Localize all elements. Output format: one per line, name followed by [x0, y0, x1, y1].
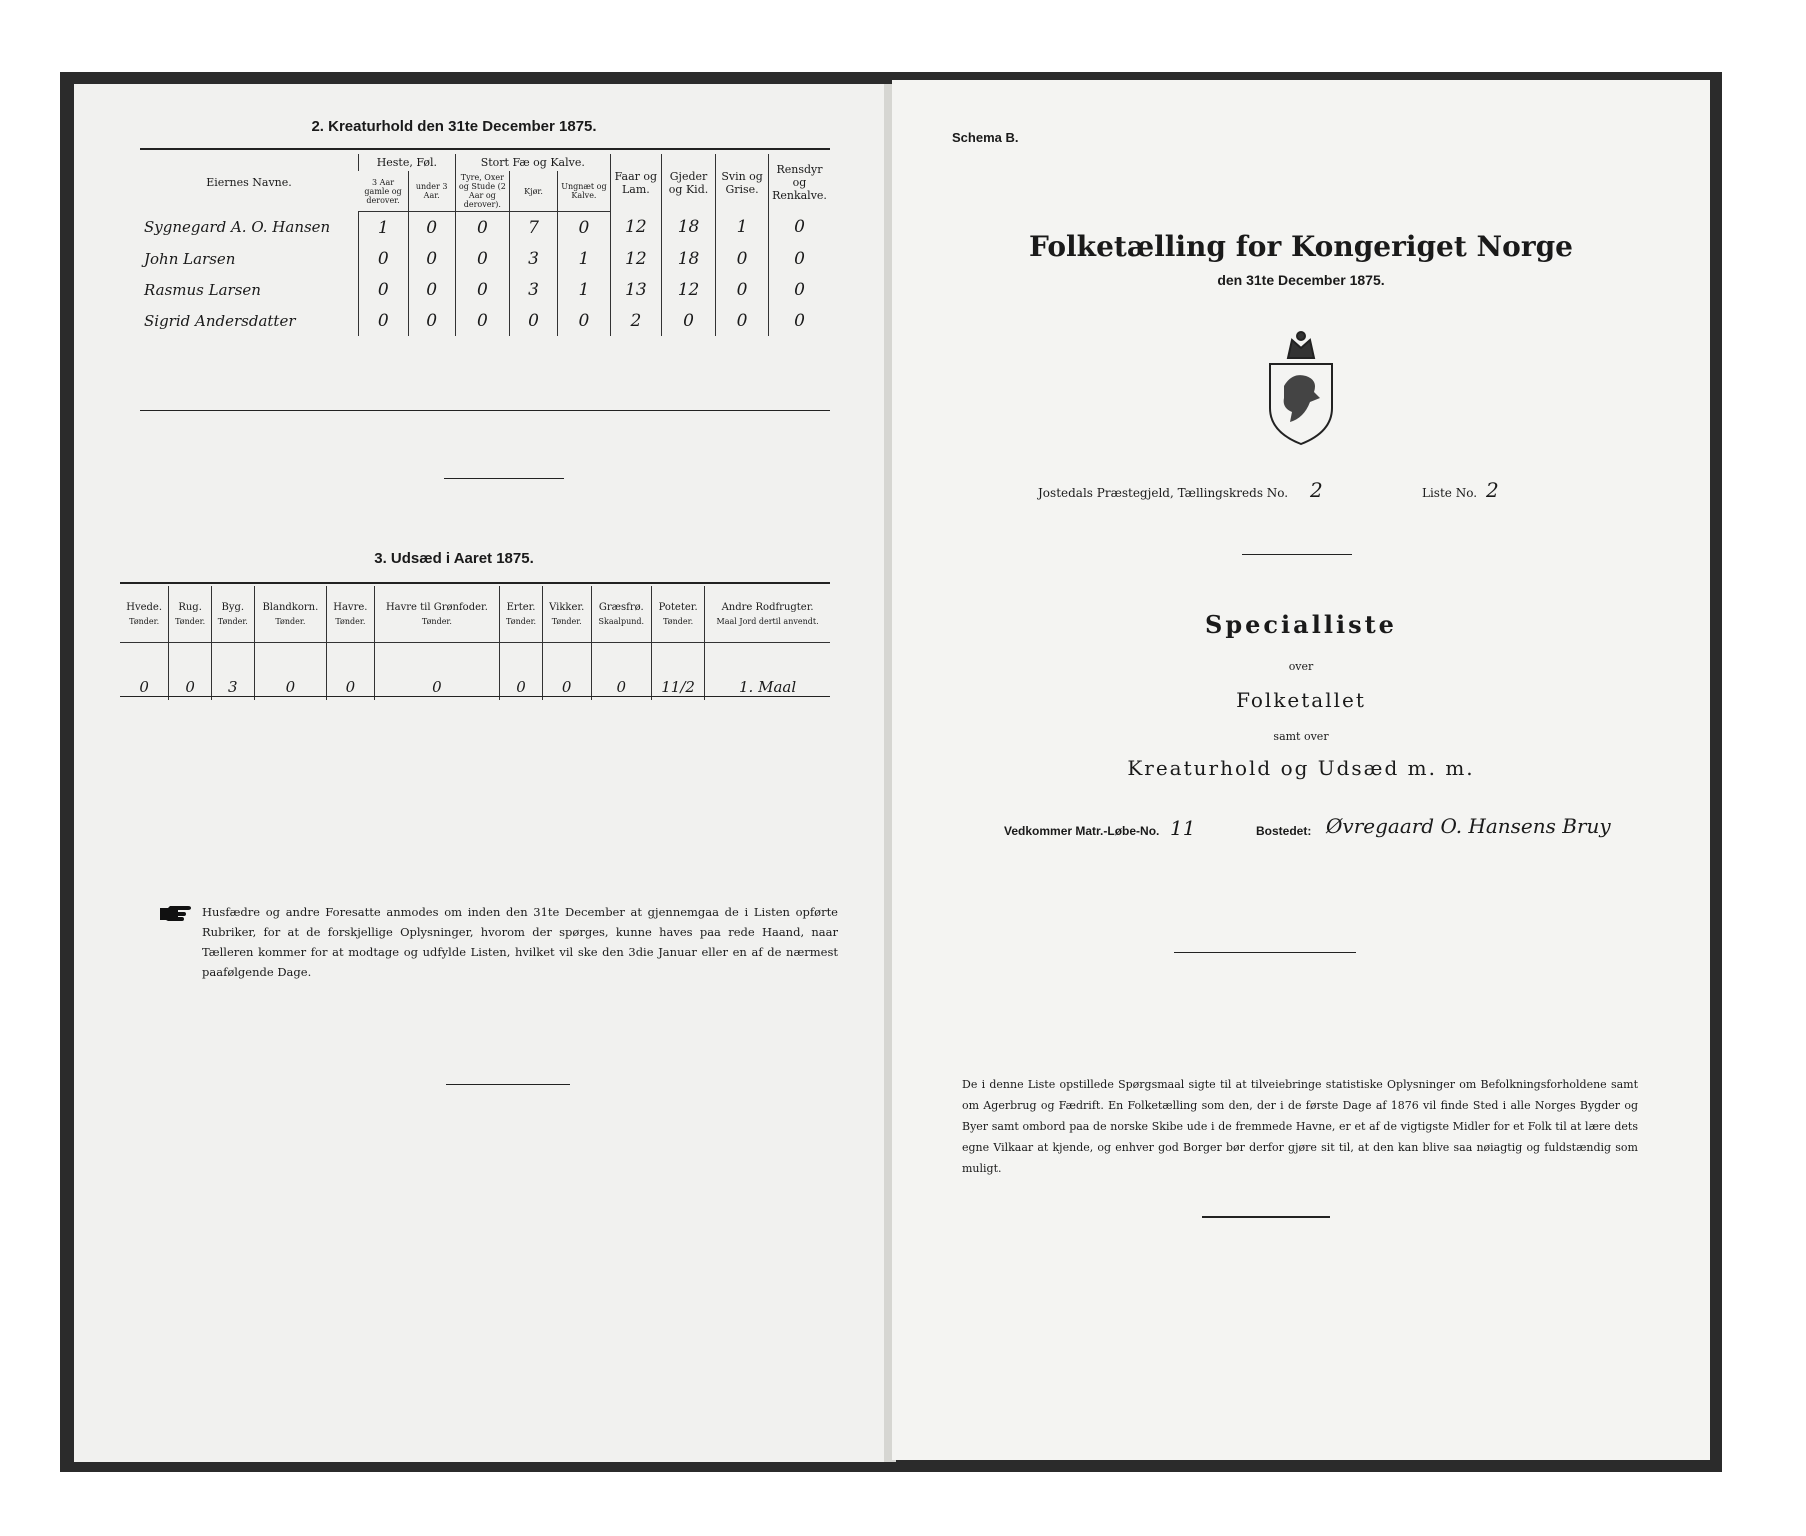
- crop-col-header: [327, 586, 375, 643]
- specialliste-heading: Specialliste: [1205, 610, 1397, 639]
- folketallet-text: Folketallet: [1236, 688, 1366, 712]
- crop-col-title: Rug.: [178, 602, 202, 613]
- cell-value: 13: [610, 274, 661, 305]
- crop-value: 11/2: [652, 643, 705, 701]
- divider: [444, 478, 564, 479]
- crop-value: 1. Maal: [705, 643, 830, 701]
- divider-1: [1242, 554, 1352, 555]
- cell-value: 0: [455, 274, 509, 305]
- samt-over-text: samt over: [1273, 730, 1329, 743]
- crops-table: [120, 586, 830, 700]
- crop-col-header: [120, 586, 169, 643]
- bosted-label: Bostedet:: [1256, 824, 1312, 838]
- end-rule: [446, 1084, 570, 1085]
- cell-value: 1: [358, 212, 408, 244]
- form-date: den 31te December 1875.: [1217, 272, 1385, 288]
- col-young-cattle: Ungnæt og Kalve.: [558, 171, 611, 212]
- crop-col-title: Havre.: [333, 602, 368, 613]
- crops-top-rule: [120, 582, 830, 584]
- notice-right: De i denne Liste opstillede Spørgsmaal sigte til at tilveiebringe statistiske Oplysninger om Befolkningsforholdene samt om Agerbrug og Fædrift. En Folketælling som den, der i de første Dage af 1876 vil finde Sted i alle Norges Bygder og Byer samt ombord paa de norske Skibe ude i de fremmede Havne, er et af de vigtigste Midler for et Folk til at lære dets egne Vilkaar at kjende, og enhver god Borger bør derfor gjøre sit til, at den kan blive saa nøiagtig og fuldstændig som muligt.: [962, 1078, 1638, 1175]
- schema-label: Schema B.: [952, 130, 1019, 145]
- cell-value: 0: [661, 305, 715, 336]
- cell-value: 0: [358, 274, 408, 305]
- col-bulls: Tyre, Oxer og Stude (2 Aar og derover).: [455, 171, 509, 212]
- cell-value: 3: [509, 274, 557, 305]
- crop-col-header: [374, 586, 500, 643]
- coat-of-arms-icon: [1262, 328, 1340, 448]
- table-row: [140, 243, 830, 274]
- crop-col-title: Byg.: [221, 602, 245, 613]
- parish-number: 2: [1310, 478, 1323, 502]
- col-cows: Kjør.: [509, 171, 557, 212]
- left-page: [74, 84, 894, 1462]
- crop-value: 0: [327, 643, 375, 701]
- cell-value: 1: [558, 274, 611, 305]
- crop-col-unit: Tønder.: [551, 617, 582, 626]
- livestock-heading: 2. Kreaturhold den 31te December 1875.: [311, 118, 597, 135]
- crop-col-header: [254, 586, 326, 643]
- col-goats: Gjeder og Kid.: [661, 154, 715, 212]
- crop-col-unit: Maal Jord dertil anvendt.: [716, 617, 819, 626]
- parish-label: Jostedals Præstegjeld, Tællingskreds No.: [1038, 486, 1289, 500]
- pointing-hand-icon: [160, 904, 192, 922]
- crop-col-header: [211, 586, 254, 643]
- table-bottom-rule: [140, 410, 830, 411]
- col-owner: Eiernes Navne.: [206, 176, 292, 190]
- crops-heading: 3. Udsæd i Aaret 1875.: [374, 550, 534, 567]
- cell-value: 12: [610, 212, 661, 244]
- cell-value: 0: [358, 243, 408, 274]
- over-text: over: [1288, 660, 1314, 673]
- livestock-table: [140, 154, 830, 336]
- form-title: Folketælling for Kongeriget Norge: [1029, 230, 1573, 263]
- cell-value: 12: [610, 243, 661, 274]
- cell-value: 0: [455, 243, 509, 274]
- crop-col-unit: Tønder.: [217, 617, 248, 626]
- crop-col-header: [500, 586, 543, 643]
- cell-value: 0: [509, 305, 557, 336]
- crop-value: 3: [211, 643, 254, 701]
- cell-value: 0: [558, 305, 611, 336]
- notice-left: Husfædre og andre Foresatte anmodes om inden den 31te December at gjennemgaa de i Listen opførte Rubriker, for at de forskjellige Oplysninger, hvorom der spørges, kunne haves paa rede Haand, naar Tælleren kommer for at modtage og udfylde Listen, hvilket vil ske den 3die Januar eller en af de nærmest paafølgende Dage.: [202, 905, 838, 979]
- crop-col-header: [542, 586, 591, 643]
- col-reindeer: Rensdyr og Renkalve.: [769, 154, 831, 212]
- crop-col-title: Vikker.: [549, 602, 585, 613]
- col-horses-under3: under 3 Aar.: [408, 171, 455, 212]
- owner-name: Sygnegard A. O. Hansen: [144, 218, 331, 237]
- table-row: [140, 305, 830, 336]
- crop-col-unit: Tønder.: [506, 617, 537, 626]
- crop-value: 0: [374, 643, 500, 701]
- crop-value: 0: [254, 643, 326, 701]
- table-row: [140, 212, 830, 244]
- cell-value: 0: [716, 305, 769, 336]
- cell-value: 0: [408, 212, 455, 244]
- crops-bottom-rule: [120, 696, 830, 697]
- table-top-rule: [140, 148, 830, 150]
- crop-col-title: Blandkorn.: [262, 602, 319, 613]
- owner-name: Rasmus Larsen: [144, 280, 261, 299]
- crop-col-title: Poteter.: [658, 602, 698, 613]
- table-row: [140, 274, 830, 305]
- crop-col-header: [169, 586, 212, 643]
- cell-value: 0: [558, 212, 611, 244]
- crop-value: 0: [139, 678, 149, 696]
- cell-value: 0: [455, 212, 509, 244]
- right-page: [892, 80, 1710, 1460]
- col-pigs: Svin og Grise.: [716, 154, 769, 212]
- crop-value: 0: [591, 643, 652, 701]
- crop-value: 0: [500, 643, 543, 701]
- owner-name: John Larsen: [144, 249, 236, 268]
- liste-label: Liste No.: [1422, 486, 1478, 500]
- group-cattle: Stort Fæ og Kalve.: [455, 154, 610, 171]
- cell-value: 3: [509, 243, 557, 274]
- crop-col-unit: Skaalpund.: [598, 617, 645, 626]
- crop-value: 0: [169, 643, 212, 701]
- cell-value: 0: [408, 274, 455, 305]
- crop-col-title: Andre Rodfrugter.: [721, 602, 814, 613]
- cell-value: 0: [455, 305, 509, 336]
- end-rule-right: [1202, 1216, 1330, 1218]
- crop-col-unit: Tønder.: [175, 617, 206, 626]
- group-horses: Heste, Føl.: [358, 154, 455, 171]
- cell-value: 0: [716, 274, 769, 305]
- crop-col-unit: Tønder.: [663, 617, 694, 626]
- cell-value: 0: [408, 243, 455, 274]
- crop-col-unit: Tønder.: [335, 617, 366, 626]
- cell-value: 18: [661, 243, 715, 274]
- crop-col-header: [705, 586, 830, 643]
- cell-value: 0: [769, 212, 831, 244]
- matr-label: Vedkommer Matr.-Løbe-No.: [1004, 824, 1160, 838]
- cell-value: 7: [509, 212, 557, 244]
- crop-value: 0: [542, 643, 591, 701]
- cell-value: 1: [716, 212, 769, 244]
- crop-col-title: Græsfrø.: [598, 602, 644, 613]
- bosted-value: Øvregaard O. Hansens Bruy: [1326, 814, 1611, 838]
- col-sheep: Faar og Lam.: [610, 154, 661, 212]
- cell-value: 18: [661, 212, 715, 244]
- cell-value: 0: [769, 305, 831, 336]
- cell-value: 0: [769, 243, 831, 274]
- kreaturhold-text: Kreaturhold og Udsæd m. m.: [1127, 756, 1475, 780]
- cell-value: 0: [358, 305, 408, 336]
- crop-col-unit: Tønder.: [421, 617, 452, 626]
- cell-value: 1: [558, 243, 611, 274]
- crop-col-title: Hvede.: [126, 602, 163, 613]
- crop-col-unit: Tønder.: [275, 617, 306, 626]
- crop-col-header: [652, 586, 705, 643]
- divider-2: [1174, 952, 1356, 953]
- matr-value: 11: [1170, 816, 1196, 840]
- crop-col-unit: Tønder.: [129, 617, 160, 626]
- cell-value: 0: [408, 305, 455, 336]
- crop-col-title: Erter.: [506, 602, 536, 613]
- crop-col-header: [591, 586, 652, 643]
- liste-number: 2: [1486, 478, 1499, 502]
- cell-value: 0: [716, 243, 769, 274]
- owner-name: Sigrid Andersdatter: [144, 311, 296, 330]
- col-horses-3y: 3 Aar gamle og derover.: [358, 171, 408, 212]
- cell-value: 12: [661, 274, 715, 305]
- cell-value: 0: [769, 274, 831, 305]
- cell-value: 2: [610, 305, 661, 336]
- crop-col-title: Havre til Grønfoder.: [385, 602, 488, 613]
